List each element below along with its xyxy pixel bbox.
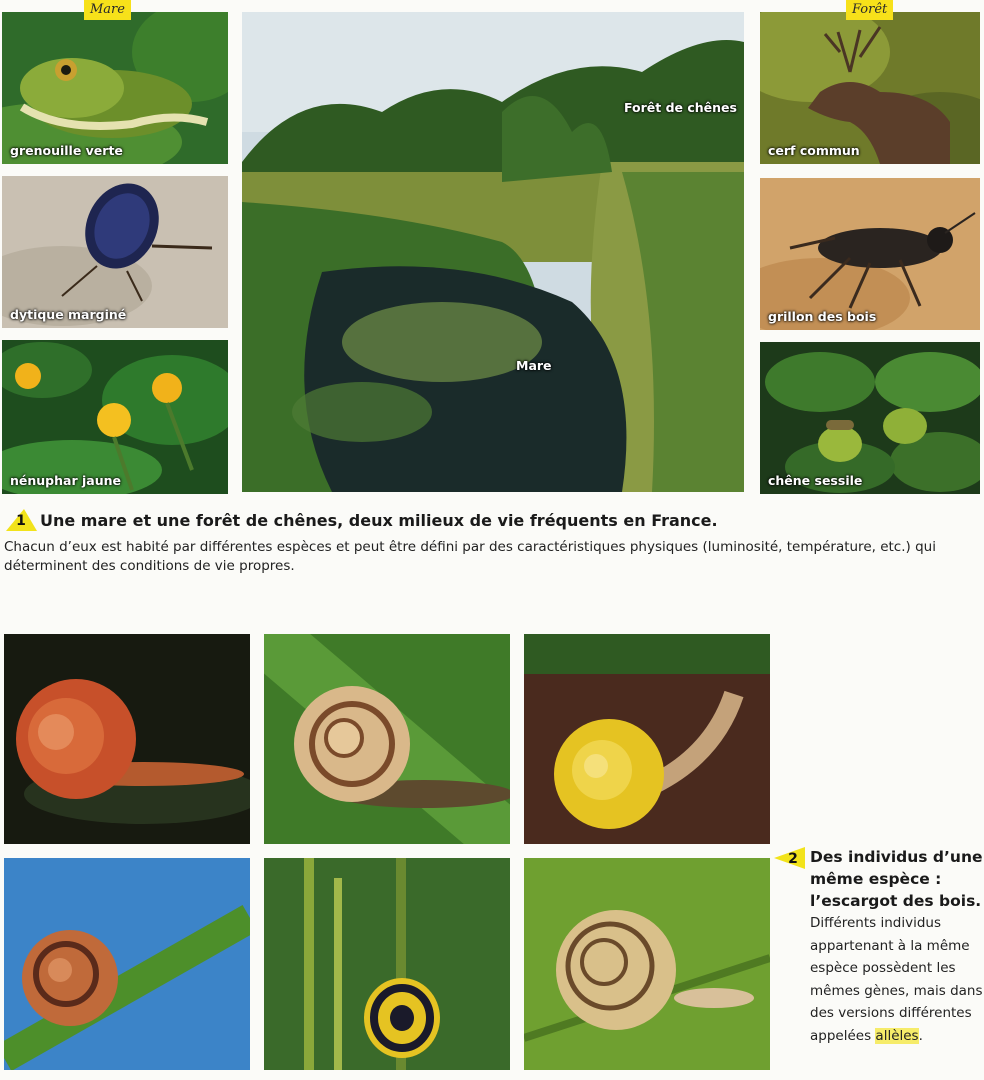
photo-snail-5 bbox=[264, 858, 510, 1070]
photo-snail-2 bbox=[264, 634, 510, 844]
doc2-number-badge bbox=[772, 846, 806, 870]
doc1-number-badge bbox=[4, 508, 38, 532]
doc1-title: Une mare et une forêt de chênes, deux milieux de vie fréquents en France. bbox=[40, 510, 718, 530]
photo-snail-1 bbox=[4, 634, 250, 844]
photo-frog bbox=[2, 12, 228, 164]
tag-forest: Forêt bbox=[846, 0, 893, 20]
photo-water-lily bbox=[2, 340, 228, 494]
caption-frog: grenouille verte bbox=[10, 143, 123, 158]
label-pond: Mare bbox=[516, 358, 552, 373]
caption-beetle: dytique marginé bbox=[10, 307, 127, 322]
photo-acorn bbox=[760, 342, 980, 494]
doc1-number: 1 bbox=[16, 513, 26, 529]
photo-snail-3 bbox=[524, 634, 770, 844]
caption-deer: cerf commun bbox=[768, 143, 860, 158]
photo-cricket bbox=[760, 178, 980, 330]
tag-pond: Mare bbox=[84, 0, 131, 20]
caption-cricket: grillon des bois bbox=[768, 309, 877, 324]
doc1-title-line bbox=[4, 508, 718, 532]
photo-pond-forest-scene bbox=[242, 12, 744, 492]
photo-snail-4 bbox=[4, 858, 250, 1070]
caption-water-lily: nénuphar jaune bbox=[10, 473, 121, 488]
doc2-number: 2 bbox=[788, 851, 798, 867]
alleles-term: allèles bbox=[875, 1027, 919, 1044]
doc1-text: Chacun d’eux est habité par différentes espèces et peut être défini par des caractéristiques physiques (luminosité, température, etc.) qui déterminent des conditions de vie propres. bbox=[4, 539, 936, 574]
label-forest: Forêt de chênes bbox=[624, 100, 737, 115]
doc2-caption bbox=[772, 846, 984, 1047]
doc2-text-end: . bbox=[918, 1027, 923, 1044]
photo-beetle bbox=[2, 176, 228, 328]
photo-snail-6 bbox=[524, 858, 770, 1070]
doc2-text bbox=[810, 912, 984, 1047]
caption-acorn: chêne sessile bbox=[768, 473, 863, 488]
photo-deer bbox=[760, 12, 980, 164]
doc2-title: Des individus d’une même espèce : l’escargot des bois. bbox=[810, 848, 983, 910]
doc2-text-main: Différents individus appartenant à la même espèce possèdent les mêmes gènes, mais dans des versions différentes appelées bbox=[810, 915, 983, 1044]
